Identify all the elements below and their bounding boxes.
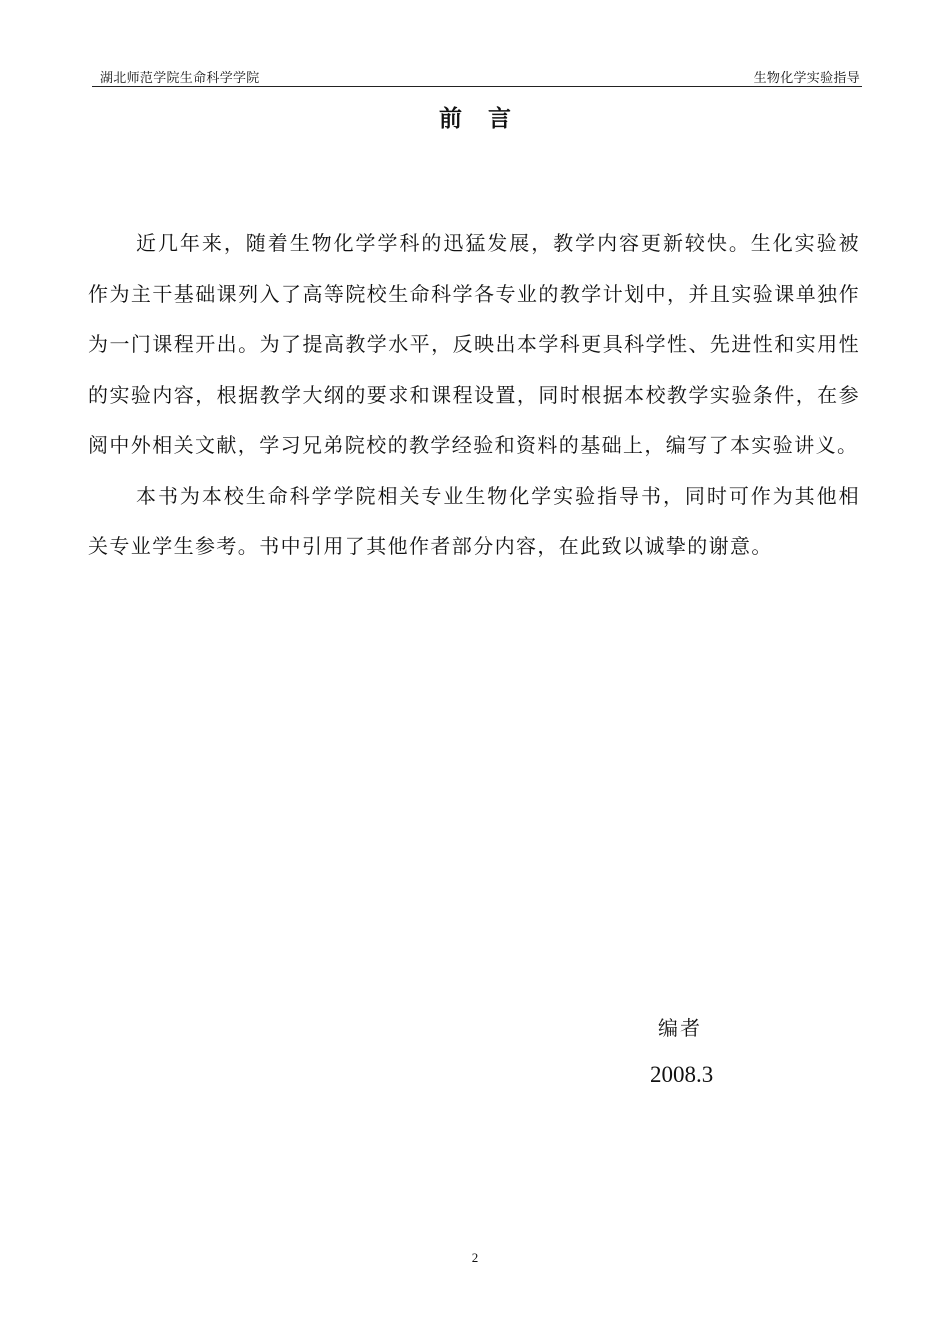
header-divider	[92, 86, 862, 87]
page-title: 前言	[439, 105, 537, 132]
running-header-institution: 湖北师范学院生命科学学院	[100, 71, 260, 86]
preface-paragraph-1: 近几年来，随着生物化学学科的迅猛发展，教学内容更新较快。生化实验被作为主干基础课列入了高等院校生命科学各专业的教学计划中，并且实验课单独作为一门课程开出。为了提高教学水平，反映出本学科更具科学性、先进性和实用性的实验内容，根据教学大纲的要求和课程设置，同时根据本校教学实验条件，在参阅中外相关文献，学习兄弟院校的教学经验和资料的基础上，编写了本实验讲义。	[88, 231, 860, 457]
author-signature: 编者	[658, 1016, 702, 1040]
page-number: 2	[471, 1250, 479, 1265]
preface-paragraph-2: 本书为本校生命科学学院相关专业生物化学实验指导书，同时可作为其他相关专业学生参考。书中引用了其他作者部分内容，在此致以诚挚的谢意。	[88, 483, 860, 558]
preface-date: 2008.3	[650, 1062, 714, 1087]
running-header-book-title: 生物化学实验指导	[753, 71, 860, 86]
preface-body	[88, 218, 860, 572]
